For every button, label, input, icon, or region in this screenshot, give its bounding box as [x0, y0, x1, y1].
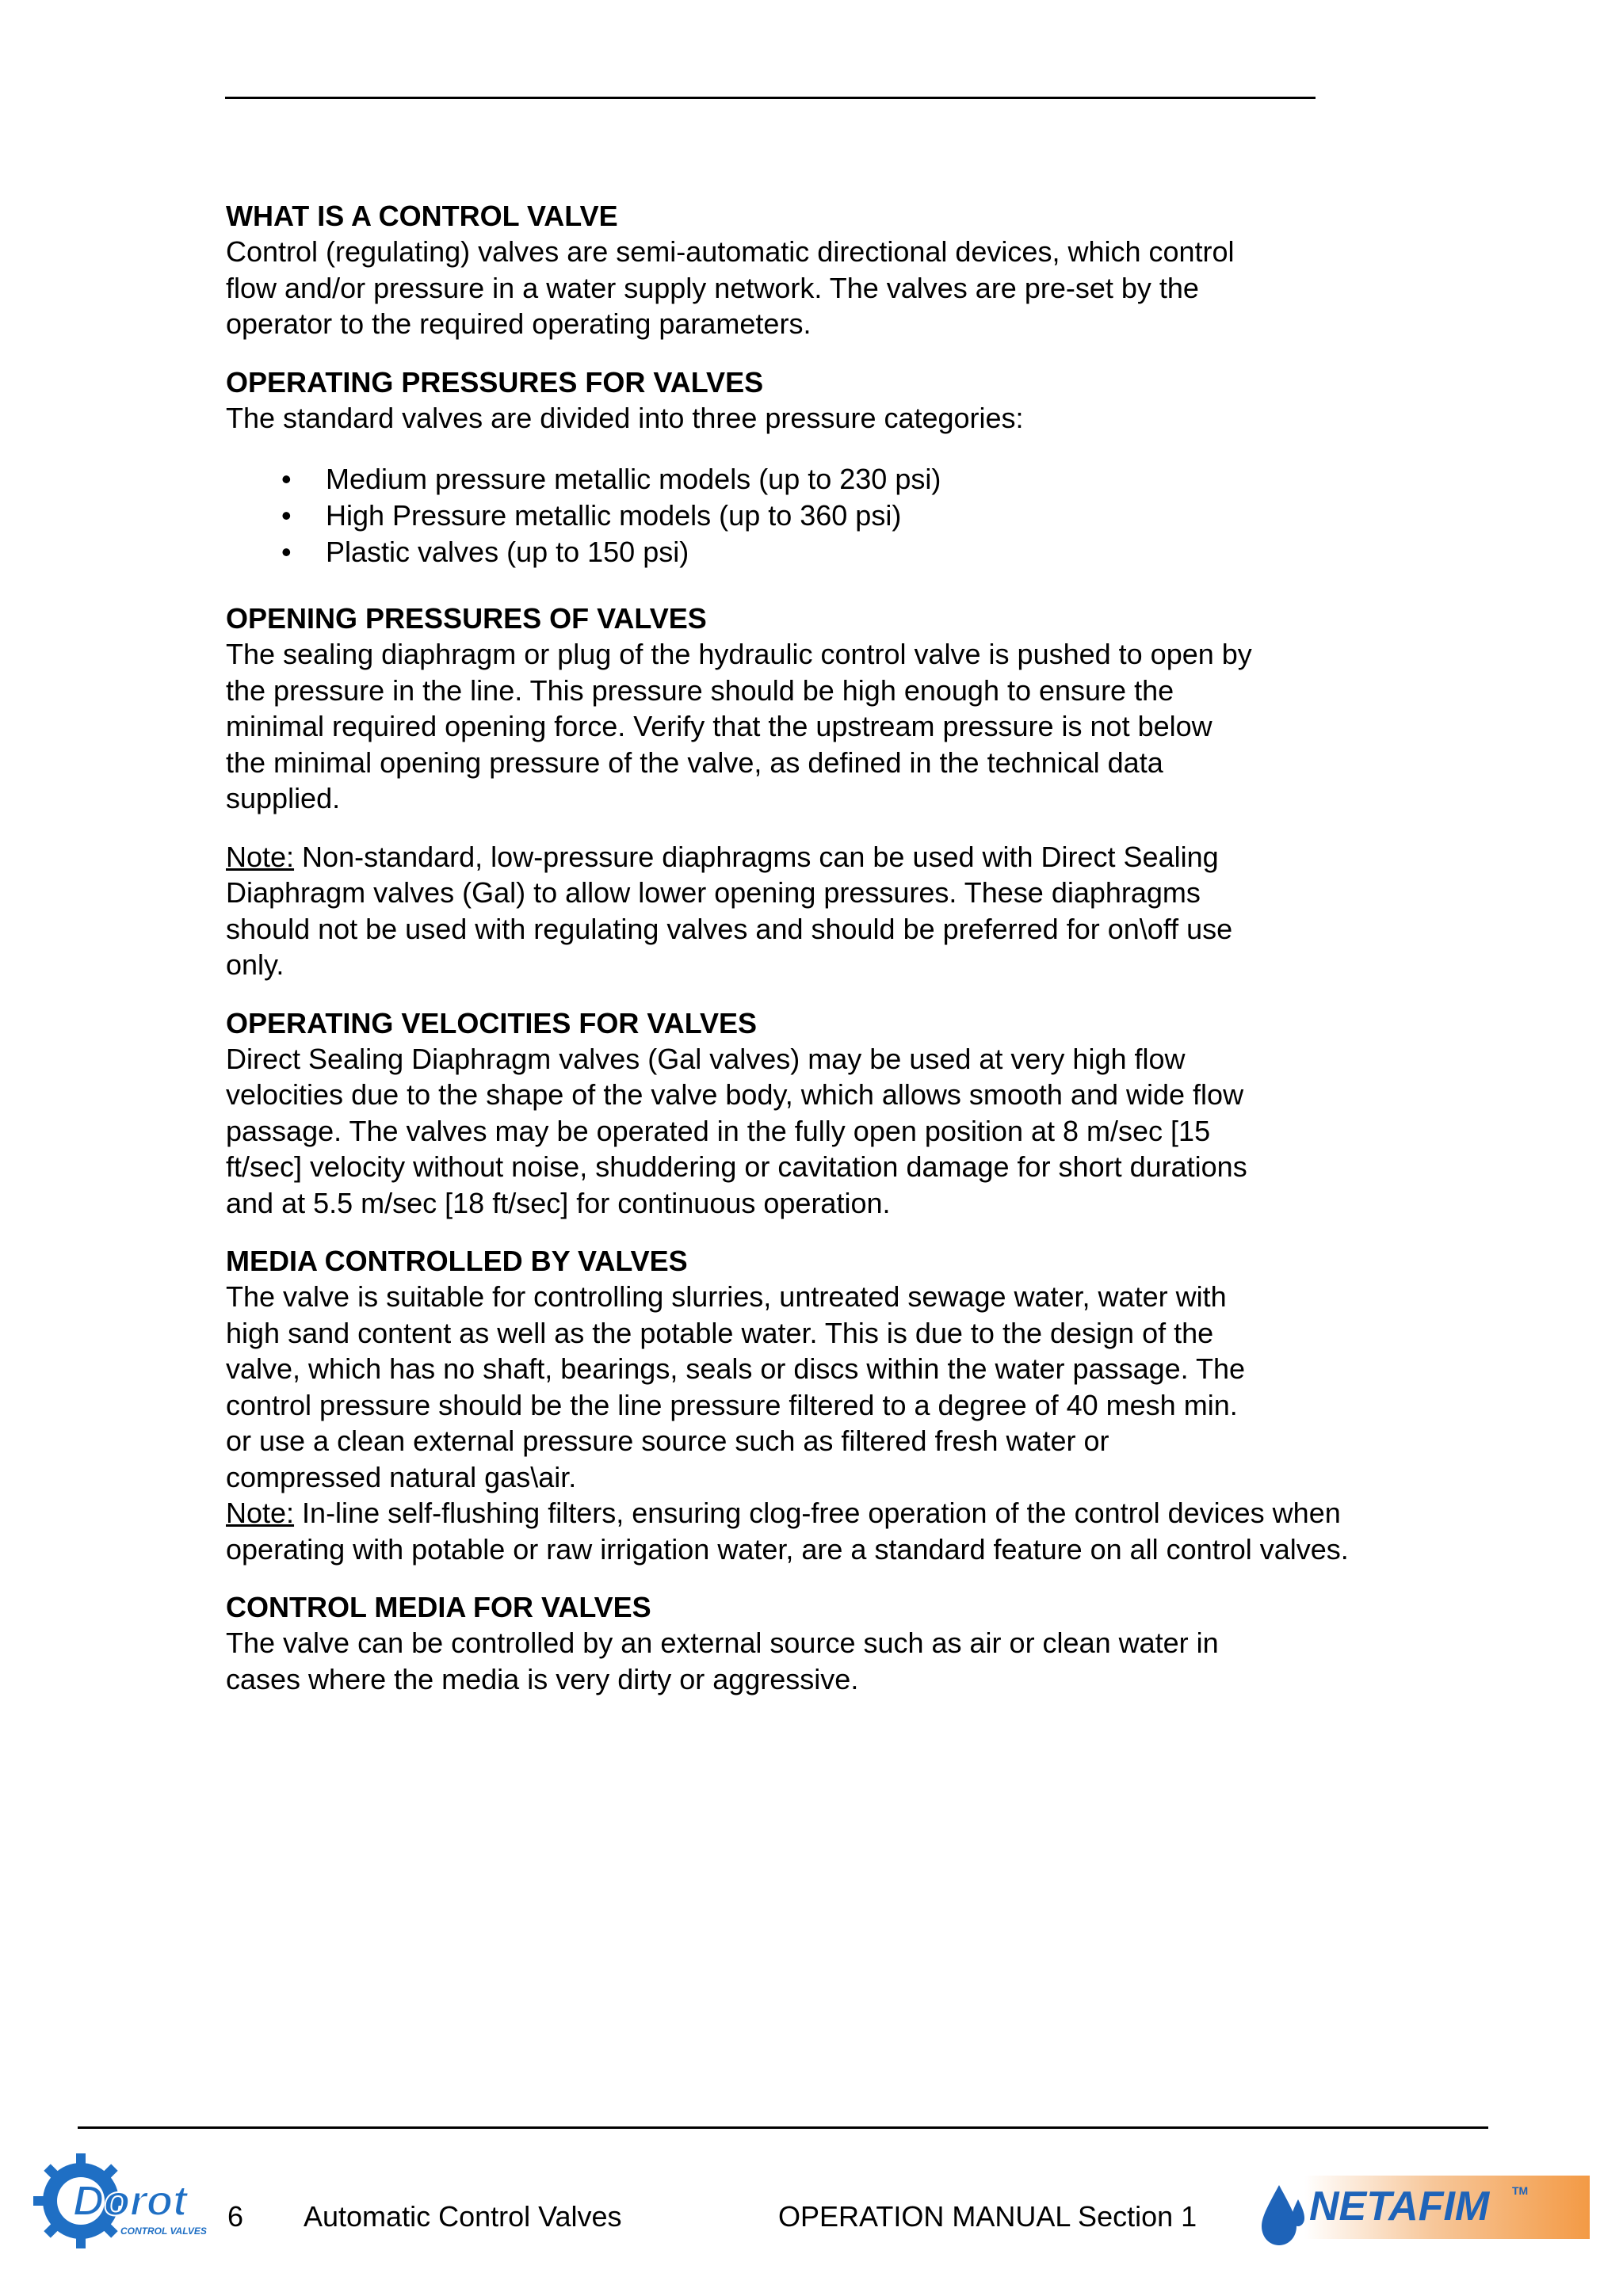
section-body: The valve can be controlled by an external source such as air or clean water in cases where the media is very dirty or aggressive. — [226, 1627, 1219, 1695]
section-body: The valve is suitable for controlling slurries, untreated sewage water, water with high sand content as well as the potable water. This is due to the design of the valve, which has no shaft, bearings, seals or discs within the water passage. The control pressure should be the line pressure filtered to a degree of 40 mesh min. or use a clean external pressure source such as filtered fresh water or compressed natural gas\air. — [226, 1280, 1246, 1493]
svg-text:CONTROL VALVES: CONTROL VALVES — [120, 2225, 207, 2237]
dorot-logo-icon — [32, 2149, 214, 2252]
note-text: Non-standard, low-pressure diaphragms can be used with Direct Sealing Diaphragm valves (Gal) to allow lower opening pressures. These diaphragms should not be used with regulating valves and should be preferred for on\off use only. — [226, 840, 1233, 981]
note-label: Note: — [226, 840, 295, 873]
list-item: • Plastic valves (up to 150 psi) — [226, 534, 1438, 570]
bullet-icon: • — [281, 463, 292, 495]
note-text: In-line self-flushing filters, ensuring clog-free operation of the control devices when operating with potable or raw irrigation water, are a standard feature on all control valves. — [226, 1497, 1349, 1566]
section-opening-pressures — [226, 601, 1438, 983]
bullet-icon: • — [281, 536, 292, 568]
note-paragraph — [226, 839, 1438, 983]
note-paragraph — [226, 1495, 1438, 1567]
page-number: 6 — [227, 2200, 244, 2233]
page-content — [226, 198, 1438, 1719]
section-body: The sealing diaphragm or plug of the hydraulic control valve is pushed to open by the pressure in the line. This pressure should be high enough to ensure the minimal required opening force. Verify that the upstream pressure is not below the minimal opening pressure of the valve, as defined in the technical data supplied. — [226, 638, 1252, 814]
footer-doc-title: Automatic Control Valves — [304, 2200, 622, 2233]
section-operating-velocities — [226, 1005, 1438, 1222]
section-body: Direct Sealing Diaphragm valves (Gal valves) may be used at very high flow velocities due to the shape of the valve body, which allows smooth and wide flow passage. The valves may be operated in the fully open position at 8 m/sec [15 ft/sec] velocity without noise, shuddering or cavitation damage for short durations and at 5.5 m/sec [18 ft/sec] for continuous operation. — [226, 1042, 1247, 1219]
section-control-media — [226, 1589, 1438, 1697]
section-media-controlled — [226, 1243, 1438, 1567]
section-body: Control (regulating) valves are semi-automatic directional devices, which control flow and/or pressure in a water supply network. The valves are pre-set by the operator to the required operating parameters. — [226, 235, 1235, 340]
section-heading: OPENING PRESSURES OF VALVES — [226, 602, 707, 635]
section-heading: CONTROL MEDIA FOR VALVES — [226, 1591, 651, 1623]
section-body: The standard valves are divided into three pressure categories: — [226, 401, 1024, 434]
list-item: • High Pressure metallic models (up to 360 psi) — [226, 498, 1438, 534]
list-item: • Medium pressure metallic models (up to 230 psi) — [226, 461, 1438, 498]
note-label: Note: — [226, 1497, 295, 1529]
section-heading: WHAT IS A CONTROL VALVE — [226, 200, 618, 232]
footer-rule — [78, 2126, 1488, 2129]
section-heading: OPERATING PRESSURES FOR VALVES — [226, 365, 764, 399]
netafim-logo-icon — [1257, 2171, 1590, 2250]
pressure-categories-list — [226, 461, 1438, 570]
section-operating-pressures — [226, 364, 1438, 571]
section-heading: OPERATING VELOCITIES FOR VALVES — [226, 1006, 758, 1039]
header-rule — [225, 97, 1316, 99]
svg-text:Dorot: Dorot — [73, 2177, 187, 2225]
svg-text:TM: TM — [1512, 2184, 1529, 2197]
section-heading: MEDIA CONTROLLED BY VALVES — [226, 1245, 688, 1277]
section-what-is-control-valve — [226, 198, 1438, 342]
bullet-icon: • — [281, 499, 292, 532]
footer-section-label: OPERATION MANUAL Section 1 — [778, 2200, 1197, 2233]
svg-text:NETAFIM: NETAFIM — [1309, 2183, 1490, 2229]
